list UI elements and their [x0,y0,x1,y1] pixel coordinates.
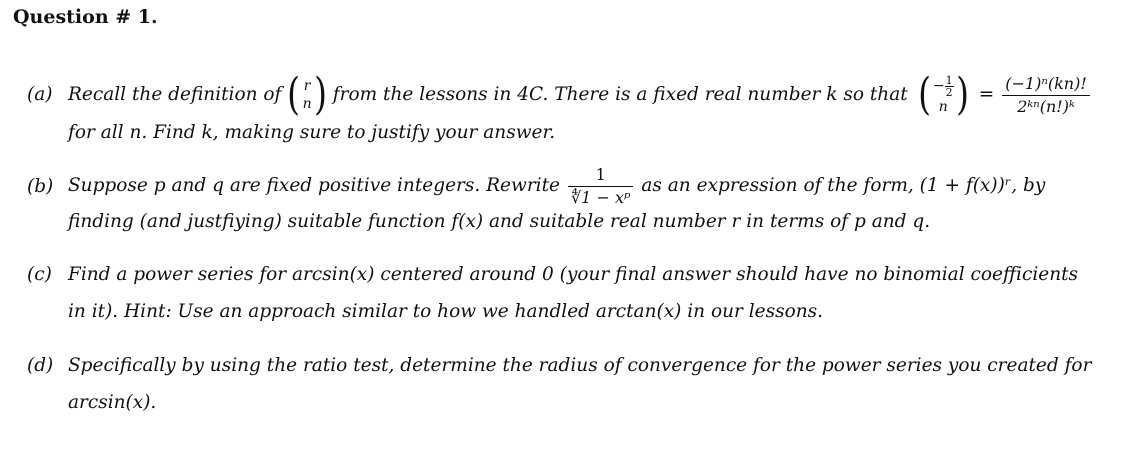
root-fraction-numerator: 1 [568,165,633,187]
rhs-denominator: 2ᵏⁿ(n!)ᵏ [1017,96,1075,116]
part-a-line-2: for all n. Find k, making sure to justify your answer. [68,122,556,143]
part-d-label: (d) [27,355,54,376]
binom-top: r [303,78,311,94]
rhs-fraction [1002,74,1089,117]
root-fraction [568,165,633,208]
binom2-bottom: n [938,98,948,115]
root-fraction-denominator: ∜1 − xᵖ [570,187,631,207]
part-c-line-2: in it). Hint: Use an approach similar to how we handled arctan(x) in our lessons. [68,301,824,322]
part-a-line-1 [68,69,1090,120]
part-c-label: (c) [27,264,52,285]
binomial-r-n: ( r n ) [287,69,327,120]
part-d-line-1: Specifically by using the ratio test, determine the radius of convergence for the power series you created for [68,355,1092,376]
rhs-numerator: (−1)ⁿ(kn)! [1002,74,1089,96]
part-b-post-text: as an expression of the form, (1 + f(x))ʳ, by [641,175,1046,196]
equals-sign: = [978,84,995,105]
part-a-intro-text: Recall the definition of [68,84,282,105]
part-a-mid-text: from the lessons in 4C. There is a fixed real number k so that [332,84,908,105]
question-heading: Question # 1. [13,6,158,28]
binom2-frac-num: 1 [945,73,953,87]
part-b-intro-text: Suppose p and q are fixed positive integers. Rewrite [68,175,560,196]
part-b-line-1 [68,161,1045,211]
part-a-label: (a) [27,84,53,105]
part-d-line-2: arcsin(x). [68,392,157,413]
binomial-neg-half-n: ( − $\frac{1}{2}$ n ) [917,69,969,120]
binom2-frac-den: 2 [945,85,953,99]
part-b-label: (b) [27,176,54,197]
part-c-line-1: Find a power series for arcsin(x) centered around 0 (your final answer should have no binomial coefficients [68,264,1079,285]
binom-bottom: n [302,96,312,112]
part-b-line-2: finding (and justfiying) suitable function f(x) and suitable real number r in terms of p and q. [68,211,931,232]
